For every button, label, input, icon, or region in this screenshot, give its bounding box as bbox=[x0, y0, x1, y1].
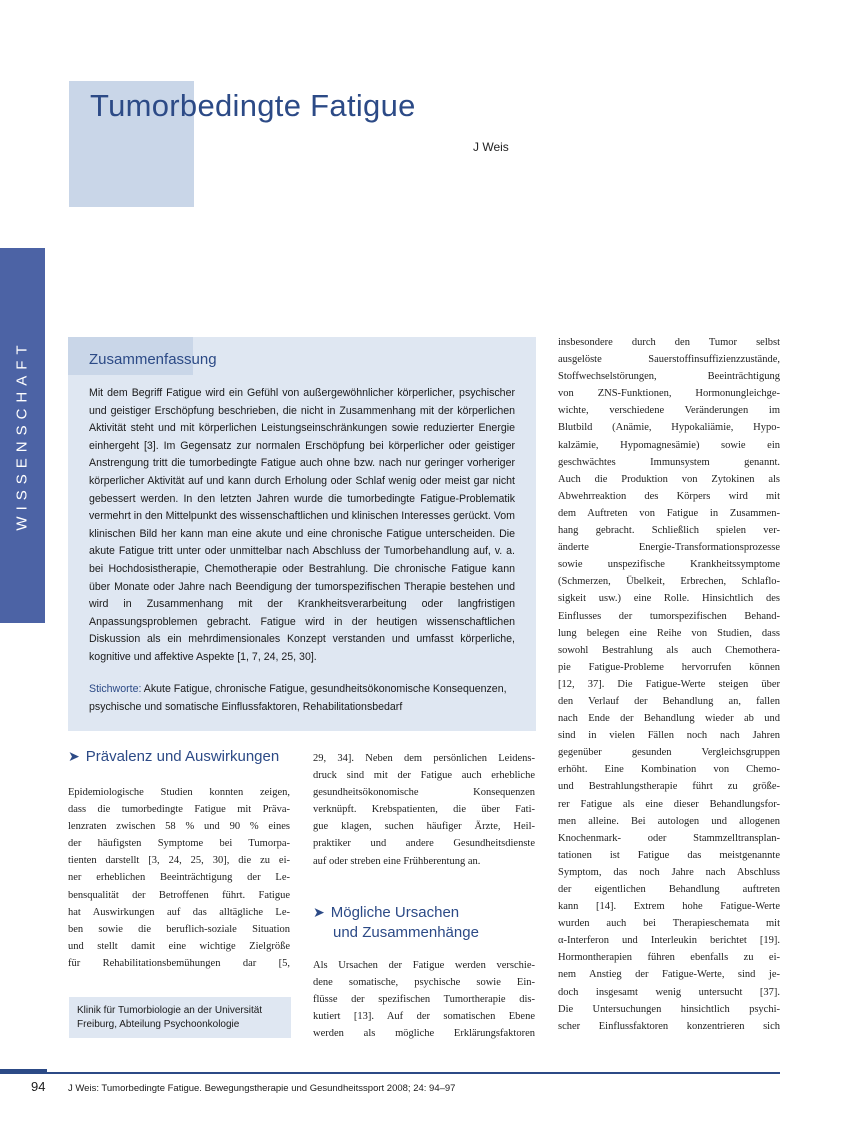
text-line: nach Ende der Behandlung wieder ab und bbox=[558, 713, 780, 725]
affiliation-line2: Freiburg, Abteilung Psychoonkologie bbox=[77, 1018, 240, 1030]
text-line: Abwehrreaktion des Körpers wird mit bbox=[558, 490, 780, 502]
text-line: sowie unspezifische Krankheitssymptome bbox=[558, 559, 780, 571]
text-line: den Verlauf der Behandlung an, fallen bbox=[558, 695, 780, 707]
text-line: geschwächtes Immunsystem genannt. bbox=[558, 456, 780, 468]
page-number: 94 bbox=[31, 1079, 46, 1094]
text-line: men alleine. Bei autologen und allogenen bbox=[558, 815, 780, 827]
text-line: gue klagen, suchen häufiger Ärzte, Heil- bbox=[313, 821, 535, 833]
text-line: der eigentlichen Behandlung auftreten bbox=[558, 884, 780, 895]
text-line: kann [14]. Extrem hohe Fatigue-Werte bbox=[558, 901, 780, 913]
text-line: kalzämie, Hypomagnesämie) sowie ein bbox=[558, 439, 780, 451]
text-line: praktiker und andere Gesundheitsdienste bbox=[313, 838, 535, 850]
text-line: nem Anstieg der Fatigue-Werte, sind je- bbox=[558, 969, 780, 981]
text-line: druck sind mit der Fatigue auch erhebliche bbox=[313, 770, 535, 782]
text-line: von ZNS-Funktionen, Hormonungleichge- bbox=[558, 388, 780, 400]
text-line: Einflusses der tumorspezifischen Behand- bbox=[558, 610, 780, 622]
text-line: dass die tumorbedingte Fatigue mit Präva- bbox=[68, 804, 290, 816]
section-heading-causes-line2: und Zusammenhänge bbox=[333, 924, 479, 941]
text-line: Knochenmark- oder Stammzelltransplan- bbox=[558, 832, 780, 844]
text-line: hat Auswirkungen auf das alltägliche Le- bbox=[68, 906, 290, 918]
text-line: doch insgesamt wenig untersucht [37]. bbox=[558, 986, 780, 998]
text-line: kutiert [13]. Auf der somatischen Ebene bbox=[313, 1011, 535, 1023]
keywords bbox=[89, 681, 515, 716]
author-name: J Weis bbox=[473, 140, 509, 154]
column-middle-bottom bbox=[313, 957, 535, 1042]
text-line: der häufigsten Symptome bei Tumorpa- bbox=[68, 838, 290, 850]
text-line: flüsse der spezifischen Tumortherapie dis- bbox=[313, 994, 535, 1006]
text-line: insbesondere durch den Tumor selbst bbox=[558, 337, 780, 348]
text-line: scher Einflussfaktoren konzentrieren sich bbox=[558, 1020, 780, 1032]
text-line: tienten darstellt [3, 24, 25, 30], die zu ei- bbox=[68, 855, 290, 867]
section-heading-prevalence bbox=[68, 746, 279, 767]
section-heading-causes bbox=[313, 902, 479, 943]
text-line: Auch die Produktion von Zytokinen als bbox=[558, 473, 780, 485]
affiliation-line1: Klinik für Tumorbiologie an der Universität bbox=[77, 1005, 263, 1016]
text-line: [12, 37]. Die Fatigue-Werte steigen über bbox=[558, 678, 780, 690]
text-line: sowohl Bestrahlung als auch Chemothera- bbox=[558, 644, 780, 656]
text-line: Hormontherapien führen ebenfalls zu ei- bbox=[558, 952, 780, 964]
text-line: Blutbild (Anämie, Hypokaliämie, Hypo- bbox=[558, 422, 780, 434]
text-line: gegenüber gesunden Vergleichsgruppen bbox=[558, 747, 780, 759]
keywords-label: Stichworte: bbox=[89, 683, 142, 695]
text-line: wurden auch bei Therapieschemata mit bbox=[558, 918, 780, 930]
article-title: Tumorbedingte Fatigue bbox=[90, 88, 416, 123]
text-line: rer Fatigue als eine dieser Behandlungsfor- bbox=[558, 798, 780, 810]
text-line: ner erheblichen Beeinträchtigung der Le- bbox=[68, 872, 290, 884]
text-line: Als Ursachen der Fatigue werden verschie- bbox=[313, 960, 535, 971]
section-side-tab-label: WISSENSCHAFT bbox=[13, 339, 31, 531]
text-line: erhöht. Eine Kombination von Chemo- bbox=[558, 764, 780, 776]
text-line: ben sowie die beruflich-soziale Situation bbox=[68, 923, 290, 935]
text-line: lenzraten zwischen 58 % und 90 % eines bbox=[68, 821, 290, 833]
column-right bbox=[558, 334, 780, 1035]
column-left bbox=[68, 784, 290, 972]
text-line: Die Untersuchungen hinsichtlich psychi- bbox=[558, 1003, 780, 1015]
text-line: ausgelöste Sauerstoffinsuffizienzzustände, bbox=[558, 354, 780, 366]
text-line: (Schmerzen, Übelkeit, Erbrechen, Schlaflo- bbox=[558, 576, 780, 588]
text-line: werden als mögliche Erklärungsfaktoren bbox=[313, 1028, 535, 1040]
text-line: Stoffwechselstörungen, Beeinträchtigung bbox=[558, 371, 780, 383]
text-line: Symptom, das noch Jahre nach Abschluss bbox=[558, 866, 780, 878]
text-line: dem Auftreten von Fatigue in Zusammen- bbox=[558, 507, 780, 519]
text-line: gesundheitsökonomische Konsequenzen bbox=[313, 787, 535, 799]
text-line: Epidemiologische Studien konnten zeigen, bbox=[68, 787, 290, 798]
text-line: änderte Energie-Transformationsprozesse bbox=[558, 542, 780, 554]
text-line: auf oder streben eine Frühberentung an. bbox=[313, 855, 481, 867]
text-line: verknüpft. Krebspatienten, die über Fati- bbox=[313, 804, 535, 816]
text-line: α-Interferon und Interleukin berichtet [19]. bbox=[558, 935, 780, 947]
abstract-body: Mit dem Begriff Fatigue wird ein Gefühl von außergewöhnlicher körperlicher, psychischer und geistiger Erschöpfung beschrieben, die nicht in Zusammenhang mit der körperlichen Aktivität steht und mit körperlichen Leistungseinschränkungen sowie reduzierter Energie einhergeht [3]. Im Gegensatz zur normalen Erschöpfung bei körperlicher oder geistiger Anstrengung tritt die tumorbedingte Fatigue auch ohne bzw. nach nur geringer vorheriger körperlicher Aktivität auf und kann durch Erholung oder Schlaf wenig oder meist gar nicht gebessert werden. In den letzten Jahren wurde die tumorbedingte Fatigue-Problematik vermehrt in den Mittelpunkt des wissenschaftlichen und klinischen Interesses gerückt. Vom klinischen Bild her kann man eine akute und eine chronische Fatigue unterscheiden. Die akute Fatigue tritt unter oder unmittelbar nach Abschluss der Tumorbehandlung auf, v. a. bei Hochdosistherapie, Chemotherapie oder Bestrahlung. Die chronische Fatigue kann über Monate oder Jahre nach Beendigung der tumorspezifischen Therapie bestehen und wird in Zusammenhang mit der Krankheitsverarbeitung oder langfristigen Anpassungsproblemen gebracht. Fatigue wird in der heutigen wissenschaftlichen Diskussion als ein mehrdimensionales Konzept verstanden und umfasst körperliche, kognitive und affektive Aspekte [1, 7, 24, 25, 30]. bbox=[89, 387, 515, 663]
footer-citation: J Weis: Tumorbedingte Fatigue. Bewegungstherapie und Gesundheitssport 2008; 24: 94–97 bbox=[68, 1083, 456, 1094]
abstract-heading: Zusammenfassung bbox=[89, 351, 217, 368]
keywords-list: Akute Fatigue, chronische Fatigue, gesundheitsökonomische Konsequenzen, psychische und somatische Einflussfaktoren, Rehabilitationsbedarf bbox=[89, 683, 507, 713]
text-line: hang gebracht. Schließlich spielen ver- bbox=[558, 525, 780, 537]
arrow-right-icon: ➤ bbox=[68, 748, 80, 764]
section-heading-prevalence-text: Prävalenz und Auswirkungen bbox=[85, 748, 280, 765]
column-middle-top bbox=[313, 750, 535, 870]
text-line: pie Fatigue-Probleme hervorrufen können bbox=[558, 661, 780, 673]
footer-rule bbox=[0, 1072, 780, 1074]
text-line: 29, 34]. Neben dem persönlichen Leidens- bbox=[313, 753, 535, 764]
text-line: und stellt damit eine wichtige Zielgröße bbox=[68, 940, 290, 952]
text-line: wichte, verschiedene Veränderungen im bbox=[558, 405, 780, 417]
section-heading-causes-line1: Mögliche Ursachen bbox=[330, 904, 460, 921]
arrow-right-icon: ➤ bbox=[313, 904, 325, 920]
text-line: und Bestrahlungstherapie führt zu größe- bbox=[558, 781, 780, 793]
text-line: für Rehabilitationsbemühungen dar [5, bbox=[68, 957, 290, 969]
text-line: dene somatische, psychische sowie Ein- bbox=[313, 977, 535, 989]
affiliation-text bbox=[77, 1004, 287, 1031]
text-line: tationen ist Fatigue das meistgenannte bbox=[558, 849, 780, 861]
text-line: sind in vielen Fällen noch nach Jahren bbox=[558, 730, 780, 742]
text-line: bensqualität der Betroffenen führt. Fatigue bbox=[68, 889, 290, 901]
text-line: lung belegen eine Reihe von Studien, dass bbox=[558, 627, 780, 639]
text-line: sigkeit usw.) eine Rolle. Hinsichtlich des bbox=[558, 593, 780, 605]
